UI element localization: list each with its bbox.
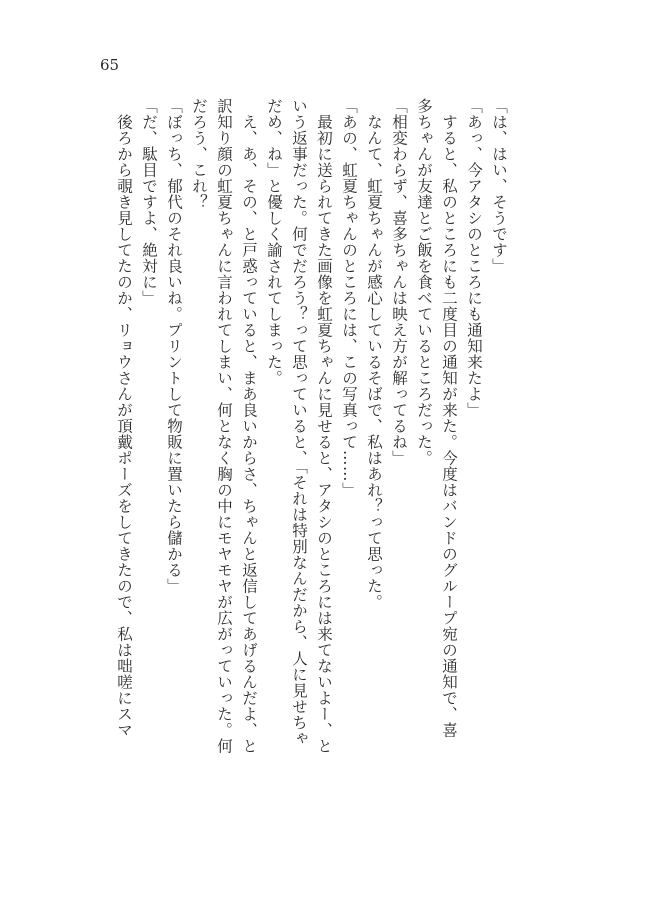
text-line: 訳知り顔の虹夏ちゃんに言われてしまい、何となく胸の中にモヤモヤが広がっていった。何: [215, 98, 233, 754]
text-line: 「は、はい、そうです」: [490, 98, 508, 274]
text-line: 多ちゃんが友達とご飯を食べているところだった。: [415, 98, 433, 466]
text-line: だろう、これ？: [190, 98, 208, 210]
text-line: すると、私のところにも二度目の通知が来た。今度はバンドのグループ宛の通知で、喜: [440, 98, 458, 738]
text-line: 「あっ、今アタシのところにも通知来たよ」: [465, 98, 483, 418]
text-line: 「だ、駄目ですよ、絶対に」: [140, 98, 158, 306]
vertical-text-body: [108, 98, 510, 818]
text-line: いう返事だった。何でだろう？って思っていると、「それは特別なんだから、人に見せちゃ: [290, 98, 308, 747]
text-line: 後ろから覗き見してたのか、リョウさんが頂戴ポーズをしてきたので、私は咄嗟にスマ: [115, 98, 133, 738]
text-line: 「相変わらず、喜多ちゃんは映え方が解ってるね」: [390, 98, 408, 466]
text-line: 「ぼっち、郁代のそれ良いね。プリントして物販に置いたら儲かる」: [165, 98, 183, 594]
text-line: なんて、虹夏ちゃんが感心しているそばで、私はあれ？って思った。: [365, 98, 383, 610]
page-number: 65: [100, 56, 120, 74]
text-line: え、あ、その、と戸惑っていると、まあ良いからさ、ちゃんと返信してあげるんだよ、と: [240, 98, 258, 754]
text-line: だめ、ね」と優しく諭されてしまった。: [265, 98, 283, 386]
text-line: 「あの、虹夏ちゃんのところには、この写真って……」: [340, 98, 358, 498]
text-line: 最初に送られてきた画像を虹夏ちゃんに見せると、アタシのところには来てないよー、と: [315, 98, 333, 754]
